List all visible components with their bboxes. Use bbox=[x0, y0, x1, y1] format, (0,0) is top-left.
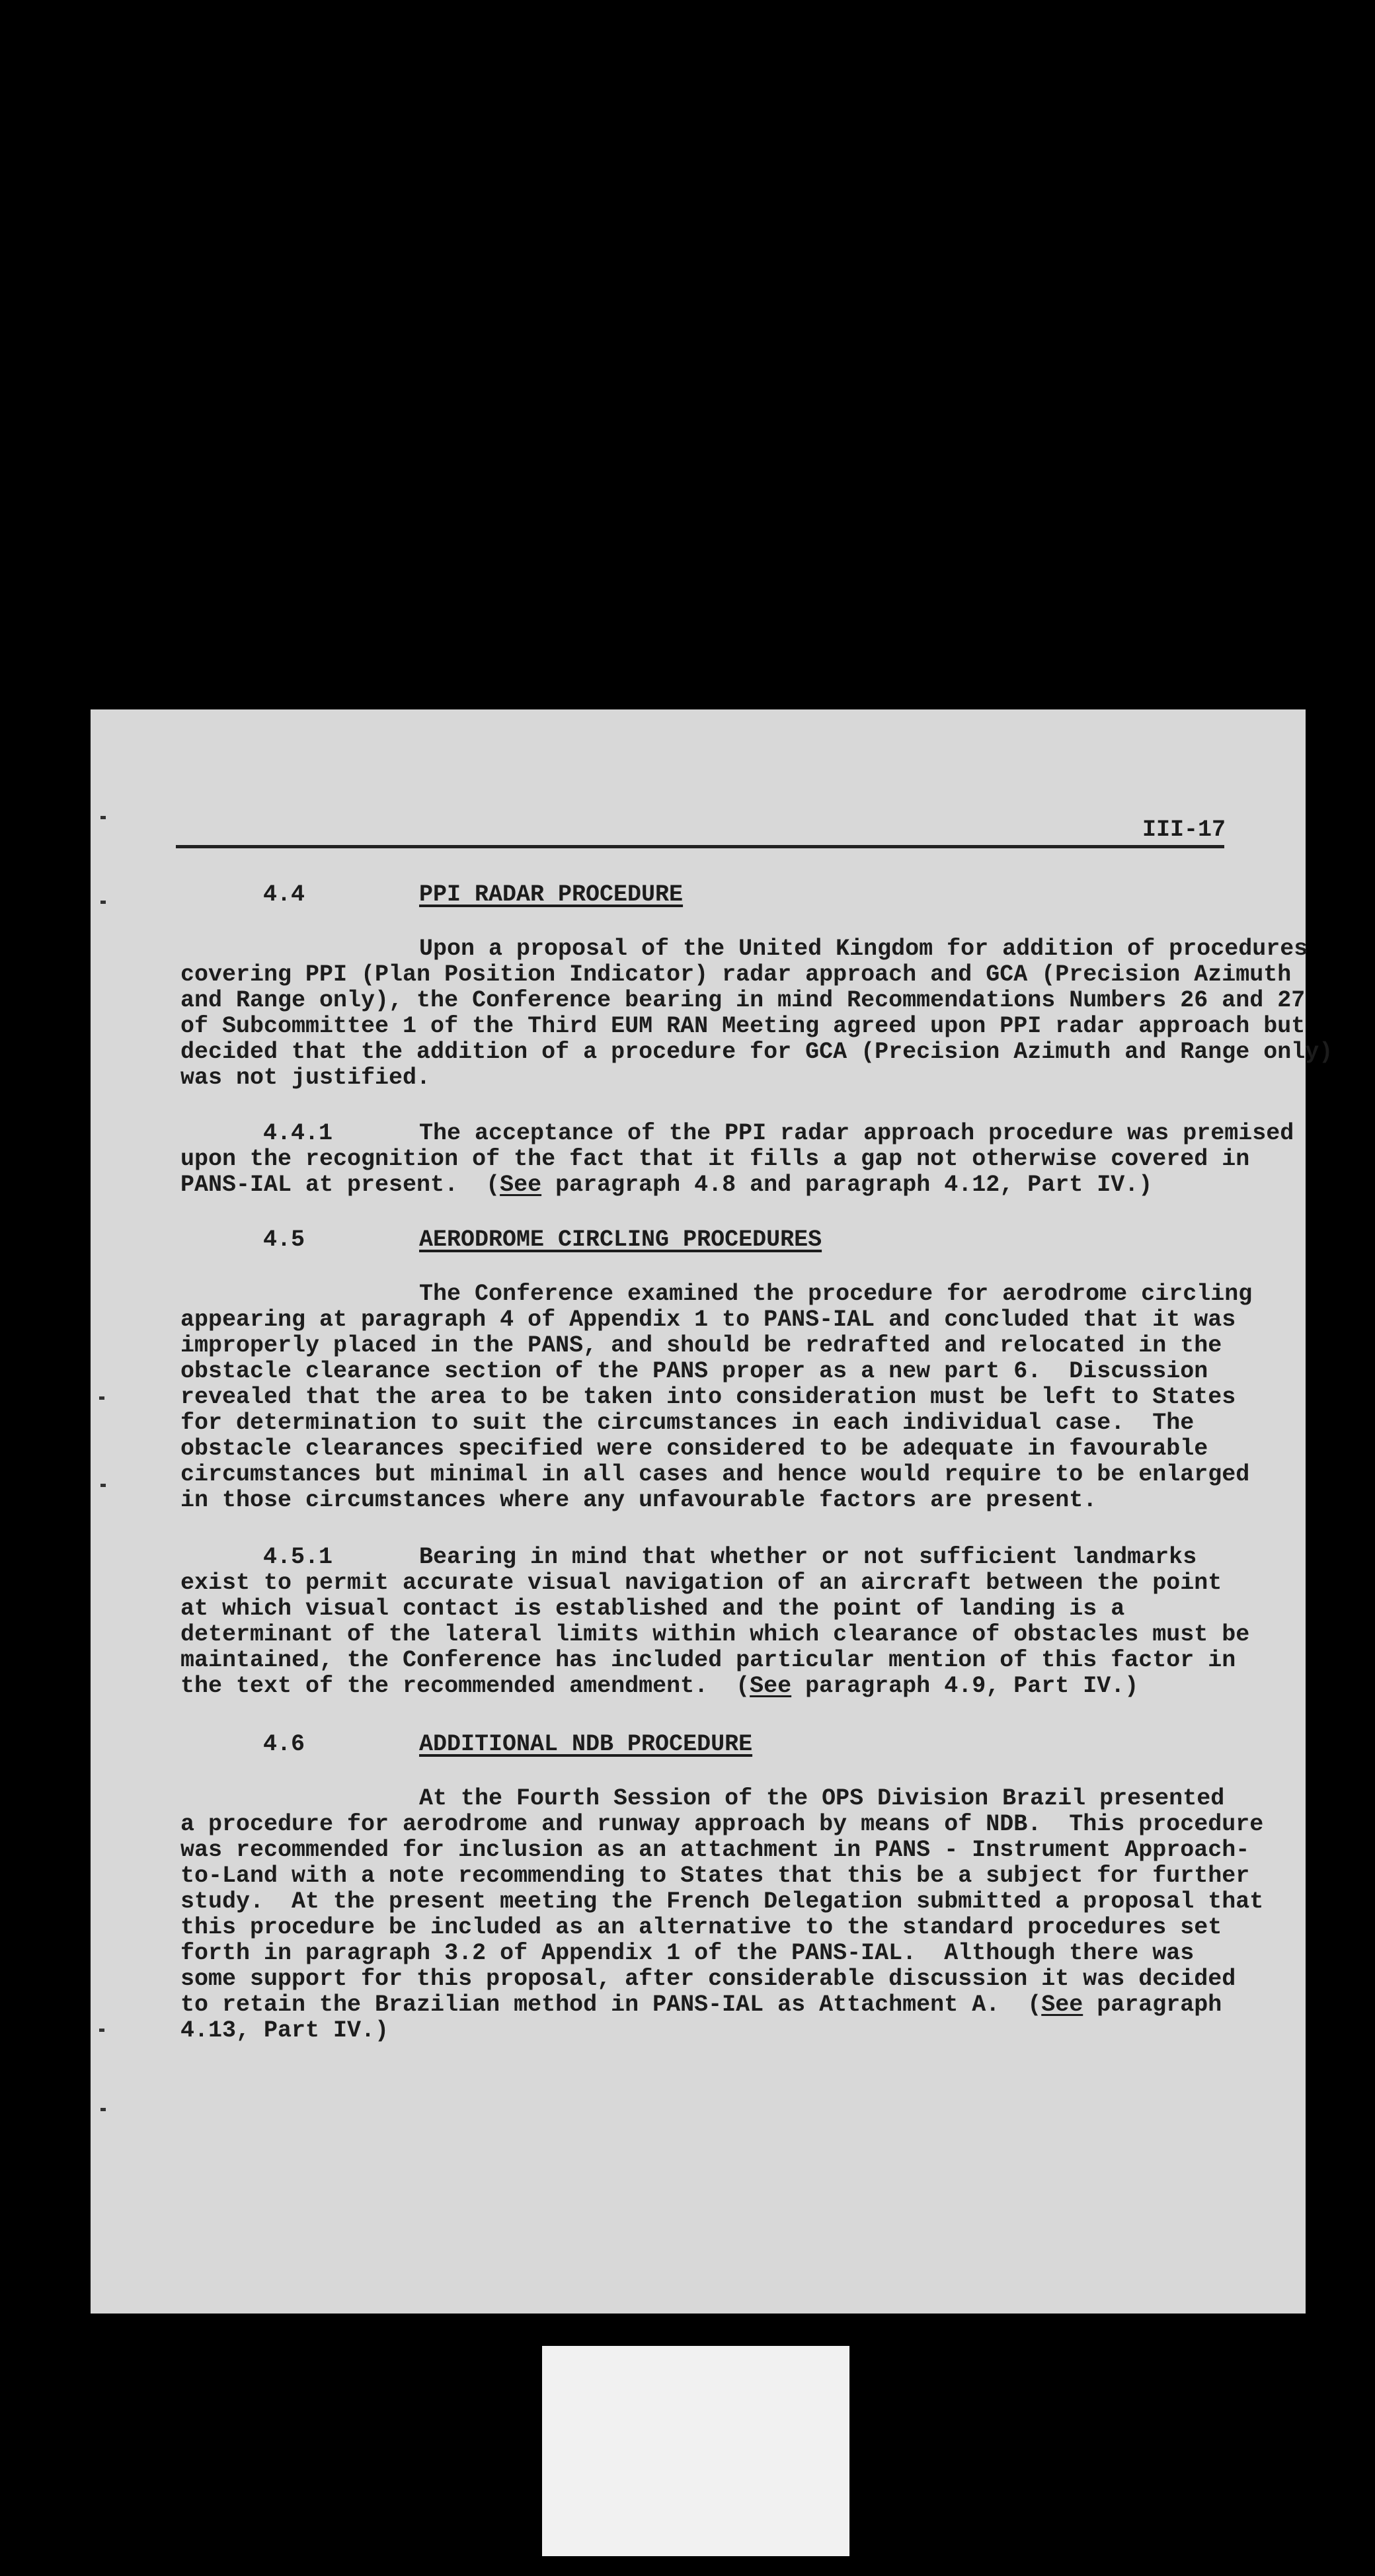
section-number: 4.4 bbox=[263, 881, 305, 908]
text-line: a procedure for aerodrome and runway approach by means of NDB. This procedure bbox=[180, 1811, 1264, 1837]
see-reference: See bbox=[500, 1172, 542, 1198]
see-reference: See bbox=[750, 1673, 792, 1699]
text-line: study. At the present meeting the French Delegation submitted a proposal that bbox=[180, 1888, 1264, 1915]
section-heading bbox=[263, 1731, 753, 1757]
text-line: this procedure be included as an alternative to the standard procedures set bbox=[180, 1914, 1222, 1941]
text-line: in those circumstances where any unfavourable factors are present. bbox=[180, 1487, 1097, 1513]
scan-mark bbox=[99, 1396, 104, 1400]
paragraph bbox=[180, 936, 1333, 1091]
text-line: exist to permit accurate visual navigation of an aircraft between the point bbox=[180, 1570, 1222, 1596]
section-title: AERODROME CIRCLING PROCEDURES bbox=[419, 1227, 822, 1253]
scan-mark bbox=[100, 901, 106, 904]
text-line: circumstances but minimal in all cases and hence would require to be enlarged bbox=[180, 1461, 1250, 1488]
text-line bbox=[180, 1673, 1249, 1699]
text-line: some support for this proposal, after considerable discussion it was decided bbox=[180, 1966, 1236, 1992]
paragraph-number: 4.5.1 bbox=[263, 1544, 333, 1570]
text-line: covering PPI (Plan Position Indicator) radar approach and GCA (Precision Azimuth bbox=[180, 961, 1292, 988]
text-line: for determination to suit the circumstances in each individual case. The bbox=[180, 1410, 1195, 1436]
section-title: ADDITIONAL NDB PROCEDURE bbox=[419, 1731, 753, 1757]
text-line: appearing at paragraph 4 of Appendix 1 to PANS-IAL and concluded that it was bbox=[180, 1307, 1236, 1333]
text-segment: paragraph 4.8 and paragraph 4.12, Part IV.) bbox=[541, 1172, 1153, 1198]
text-segment: paragraph bbox=[1083, 1992, 1222, 2018]
text-line: obstacle clearances specified were considered to be adequate in favourable bbox=[180, 1435, 1208, 1462]
text-line: and Range only), the Conference bearing in mind Recommendations Numbers 26 and 27 bbox=[180, 987, 1306, 1014]
text-line: Upon a proposal of the United Kingdom for addition of procedures bbox=[419, 936, 1308, 962]
text-line: upon the recognition of the fact that it fills a gap not otherwise covered in bbox=[180, 1146, 1250, 1172]
text-line bbox=[180, 1992, 1263, 2018]
paragraph-number: 4.4.1 bbox=[263, 1120, 333, 1147]
text-line: forth in paragraph 3.2 of Appendix 1 of the PANS-IAL. Although there was bbox=[180, 1940, 1195, 1966]
page-number: III-17 bbox=[1142, 817, 1226, 843]
text-line bbox=[180, 1172, 1294, 1198]
text-line: The Conference examined the procedure for aerodrome circling bbox=[419, 1281, 1253, 1307]
text-line: decided that the addition of a procedure for GCA (Precision Azimuth and Range only) bbox=[180, 1039, 1333, 1065]
text-line: at which visual contact is established and the point of landing is a bbox=[180, 1595, 1125, 1622]
text-line: The acceptance of the PPI radar approach procedure was premised bbox=[419, 1120, 1294, 1147]
text-segment: the text of the recommended amendment. ( bbox=[180, 1673, 750, 1699]
text-line: 4.13, Part IV.) bbox=[180, 2017, 389, 2044]
text-line: of Subcommittee 1 of the Third EUM RAN Meeting agreed upon PPI radar approach but bbox=[180, 1013, 1306, 1039]
section-heading bbox=[263, 1227, 822, 1253]
paragraph bbox=[180, 1121, 1294, 1198]
text-line: improperly placed in the PANS, and should be redrafted and relocated in the bbox=[180, 1332, 1222, 1359]
paragraph bbox=[180, 1545, 1249, 1699]
text-line: maintained, the Conference has included particular mention of this factor in bbox=[180, 1647, 1236, 1673]
text-line: revealed that the area to be taken into consideration must be left to States bbox=[180, 1384, 1236, 1410]
text-segment: to retain the Brazilian method in PANS-IAL as Attachment A. ( bbox=[180, 1992, 1042, 2018]
section-number: 4.5 bbox=[263, 1227, 305, 1253]
text-line: At the Fourth Session of the OPS Division Brazil presented bbox=[419, 1785, 1225, 1812]
text-line: was not justified. bbox=[180, 1065, 431, 1091]
section-number: 4.6 bbox=[263, 1731, 305, 1757]
text-segment: paragraph 4.9, Part IV.) bbox=[791, 1673, 1139, 1699]
paragraph bbox=[180, 1281, 1252, 1513]
scan-mark bbox=[99, 2029, 104, 2032]
text-segment: PANS-IAL at present. ( bbox=[180, 1172, 500, 1198]
scan-mark bbox=[100, 2108, 106, 2111]
text-line: obstacle clearance section of the PANS proper as a new part 6. Discussion bbox=[180, 1358, 1208, 1385]
text-line: to-Land with a note recommending to States that this be a subject for further bbox=[180, 1863, 1250, 1889]
scan-mark bbox=[100, 1484, 106, 1487]
see-reference: See bbox=[1041, 1992, 1083, 2018]
section-title: PPI RADAR PROCEDURE bbox=[419, 881, 684, 908]
section-heading bbox=[263, 881, 684, 908]
film-label bbox=[542, 2346, 849, 2556]
text-line: determinant of the lateral limits within which clearance of obstacles must be bbox=[180, 1621, 1250, 1648]
paragraph bbox=[180, 1786, 1263, 2044]
text-line: Bearing in mind that whether or not sufficient landmarks bbox=[419, 1544, 1197, 1570]
scan-mark bbox=[100, 816, 106, 819]
header-rule bbox=[176, 845, 1224, 848]
text-line: was recommended for inclusion as an attachment in PANS - Instrument Approach- bbox=[180, 1837, 1250, 1863]
